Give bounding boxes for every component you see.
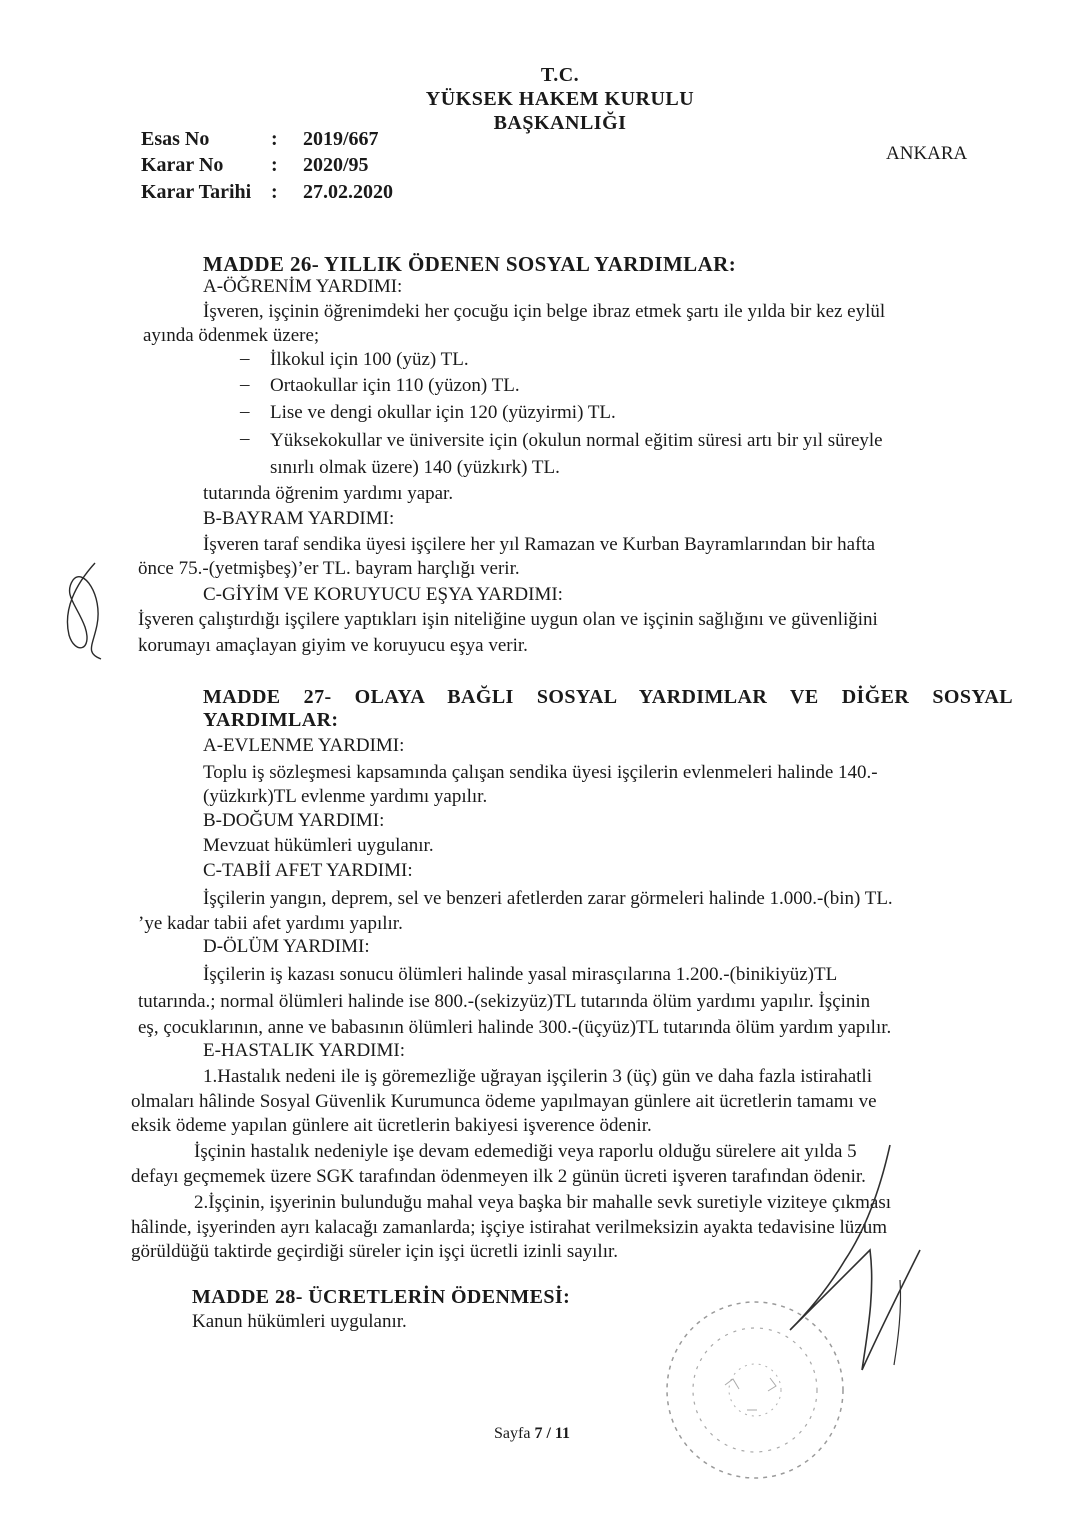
page-total: 11 <box>554 1425 571 1442</box>
bullet-dash: – <box>240 348 250 369</box>
madde27-d-title: D-ÖLÜM YARDIMI: <box>203 936 370 957</box>
madde27-e-p3-line3: görüldüğü taktirde geçirdiği süreler için işçi ücretli izinli sayılır. <box>131 1241 619 1262</box>
madde26-title: MADDE 26- YILLIK ÖDENEN SOSYAL YARDIMLAR: <box>203 252 737 276</box>
esas-row <box>141 128 379 151</box>
madde28-title: MADDE 28- ÜCRETLERİN ÖDENMESİ: <box>192 1286 571 1308</box>
madde27-d-line2: tutarında.; normal ölümleri halinde ise 800.-(sekizyüz)TL tutarında ölüm yardımı yapılır. İşçinin <box>138 991 871 1012</box>
madde27-e-p2-line2: defayı geçmemek üzere SGK tarafından ödenmeyen ilk 2 günün ücreti işveren tarafından ödenir. <box>131 1166 866 1187</box>
madde27-a-line1: Toplu iş sözleşmesi kapsamında çalışan sendika üyesi işçilerin evlenmeleri halinde 140.- <box>203 762 878 783</box>
madde26-bullet-4: Yüksekokullar ve üniversite için (okulun normal eğitim süresi artı bir yıl süreyle <box>270 430 883 451</box>
madde27-c-title: C-TABİİ AFET YARDIMI: <box>203 860 413 881</box>
madde27-e-title: E-HASTALIK YARDIMI: <box>203 1040 406 1061</box>
madde26-c-title: C-GİYİM VE KORUYUCU EŞYA YARDIMI: <box>203 584 563 605</box>
madde26-c-line2: korumayı amaçlayan giyim ve koruyucu eşya verir. <box>138 635 528 656</box>
tarih-value: 27.02.2020 <box>303 181 393 203</box>
page-separator: / <box>546 1425 551 1442</box>
madde27-b-line1: Mevzuat hükümleri uygulanır. <box>203 835 434 856</box>
tarih-label: Karar Tarihi <box>141 181 252 203</box>
esas-value: 2019/667 <box>303 128 379 150</box>
tarih-row <box>141 181 393 204</box>
madde26-b-title: B-BAYRAM YARDIMI: <box>203 508 395 529</box>
madde26-bullet-3: Lise ve dengi okullar için 120 (yüzyirmi) TL. <box>270 402 616 423</box>
margin-initials-signature <box>55 555 115 665</box>
madde27-c-line2: ’ye kadar tabii afet yardımı yapılır. <box>138 913 403 934</box>
karar-value: 2020/95 <box>303 154 369 176</box>
official-seal-stamp <box>655 1290 855 1490</box>
madde27-title-line1 <box>203 686 1013 709</box>
madde27-e-p1-line3: eksik ödeme yapılan günlere ait ücretlerin bakiyesi işverence ödenir. <box>131 1115 652 1136</box>
page-current: 7 <box>534 1425 543 1442</box>
madde26-b-line1: İşveren taraf sendika üyesi işçilere her yıl Ramazan ve Kurban Bayramlarından bir hafta <box>203 534 876 555</box>
madde27-e-p3-line1: 2.İşçinin, işyerinin bulunduğu mahal veya başka bir mahalle sevk suretiyle viziteye çıkması <box>194 1192 892 1213</box>
madde27-e-p1-line1: 1.Hastalık nedeni ile iş göremezliğe uğrayan işçilerin 3 (üç) gün ve daha fazla istirahatli <box>203 1066 872 1087</box>
madde26-bullet-1: İlkokul için 100 (yüz) TL. <box>270 349 469 370</box>
madde27-d-line3: eş, çocuklarının, anne ve babasının ölümleri halinde 300.-(üçyüz)TL tutarında ölüm yardım yapılır. <box>138 1017 892 1038</box>
esas-label: Esas No <box>141 128 210 150</box>
header-office: BAŞKANLIĞI <box>493 112 627 134</box>
bullet-dash: – <box>240 374 250 395</box>
madde26-c-line1: İşveren çalıştırdığı işçilere yaptıkları işin niteliğine uygun olan ve işçinin sağlığını ve güvenliğini <box>138 609 878 630</box>
page-number <box>494 1425 570 1443</box>
madde27-d-line1: İşçilerin iş kazası sonucu ölümleri halinde yasal mirasçılarına 1.200.-(binikiyüz)TL <box>203 964 838 985</box>
madde26-a-line1: İşveren, işçinin öğrenimdeki her çocuğu için belge ibraz etmek şartı ile yılda bir kez eylül <box>203 301 886 322</box>
page-label: Sayfa <box>494 1425 531 1442</box>
header-institution: YÜKSEK HAKEM KURULU <box>425 88 695 110</box>
madde27-e-p3-line2: hâlinde, işyerinden ayrı kalacağı zamanlarda; işçiye istirahat verilmeksizin ayakta tedavisine lüzum <box>131 1217 888 1238</box>
madde26-a-title: A-ÖĞRENİM YARDIMI: <box>203 276 403 297</box>
madde26-a-end: tutarında öğrenim yardımı yapar. <box>203 483 454 504</box>
madde28-line1: Kanun hükümleri uygulanır. <box>192 1311 407 1332</box>
madde27-c-line1: İşçilerin yangın, deprem, sel ve benzeri afetlerden zarar görmeleri halinde 1.000.-(bin) TL. <box>203 888 893 909</box>
madde27-e-p2-line1: İşçinin hastalık nedeniyle işe devam edemediği veya raporlu olduğu sürelere ait yılda 5 <box>194 1141 857 1162</box>
madde27-a-line2: (yüzkırk)TL evlenme yardımı yapılır. <box>203 786 488 807</box>
madde26-a-line2: ayında ödenmek üzere; <box>143 325 320 346</box>
esas-separator: : <box>271 128 278 150</box>
karar-row <box>141 154 369 177</box>
madde27-b-title: B-DOĞUM YARDIMI: <box>203 810 385 831</box>
header-city: ANKARA <box>886 143 968 164</box>
madde26-bullet-2: Ortaokullar için 110 (yüzon) TL. <box>270 375 520 396</box>
madde26-bullet-4-cont: sınırlı olmak üzere) 140 (yüzkırk) TL. <box>270 457 560 478</box>
bullet-dash: – <box>240 401 250 422</box>
bullet-dash: – <box>240 428 250 449</box>
madde27-a-title: A-EVLENME YARDIMI: <box>203 735 405 756</box>
karar-separator: : <box>271 154 278 176</box>
tarih-separator: : <box>271 181 278 203</box>
madde27-title-line2: YARDIMLAR: <box>203 709 339 731</box>
madde27-title-text: MADDE 27- OLAYA BAĞLI SOSYAL YARDIMLAR VE DİĞER SOSYAL <box>203 686 1013 708</box>
karar-label: Karar No <box>141 154 224 176</box>
madde26-b-line2: önce 75.-(yetmişbeş)’er TL. bayram harçlığı verir. <box>138 558 520 579</box>
madde27-e-p1-line2: olmaları hâlinde Sosyal Güvenlik Kurumunca ödeme yapılmayan günlere ait ücretlerin tamamı ve <box>131 1091 877 1112</box>
header-tc: T.C. <box>540 64 580 86</box>
